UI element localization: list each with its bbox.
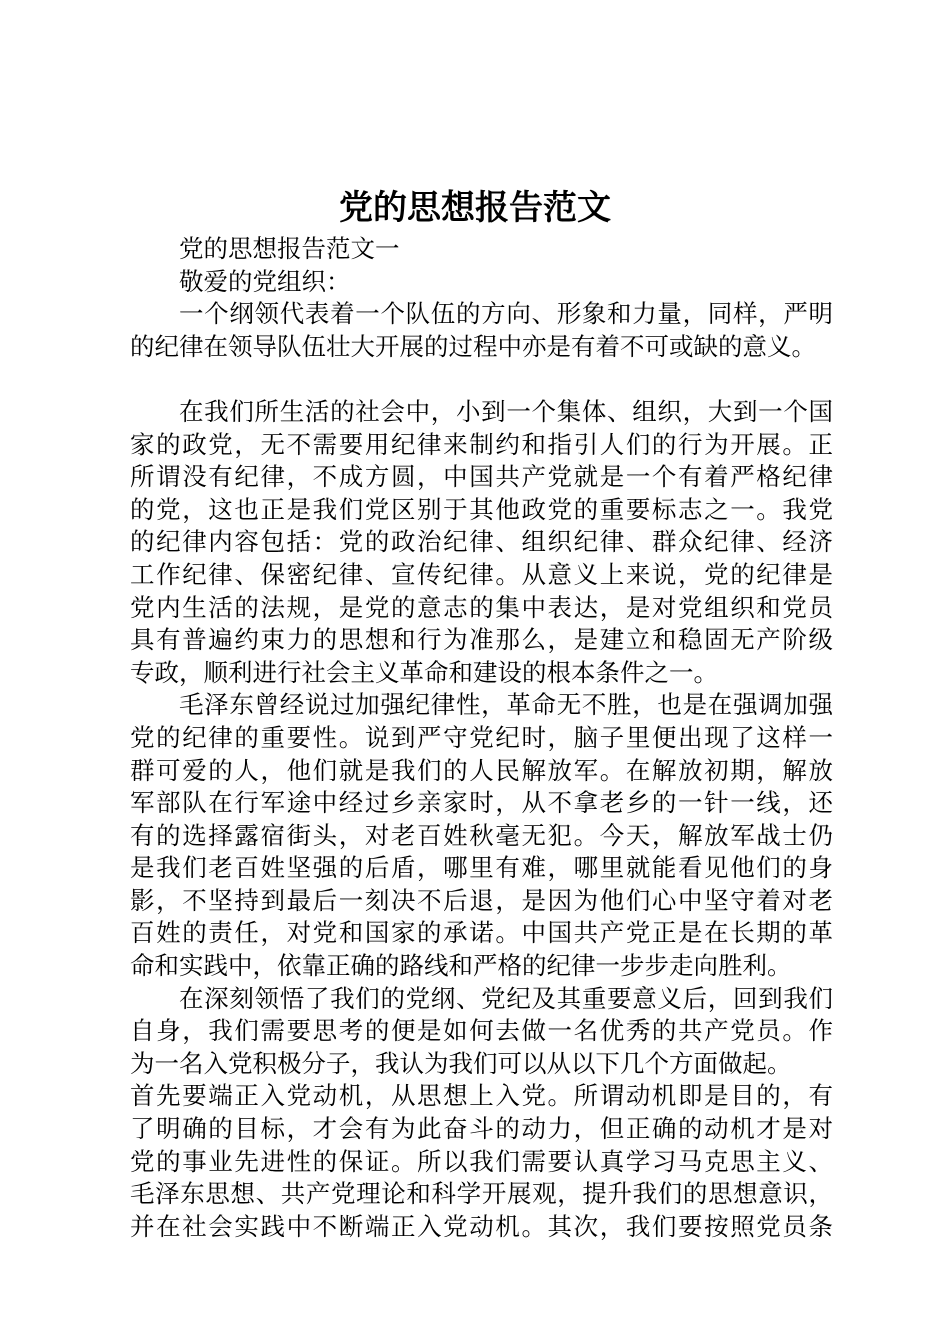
text-line: 命和实践中，依靠正确的路线和严格的纪律一步步走向胜利。 <box>130 951 792 981</box>
salutation: 敬爱的党组织： <box>179 266 351 296</box>
text-line: 有的选择露宿街头，对老百姓秋毫无犯。今天，解放军战士仍 <box>130 820 833 850</box>
text-line: 在深刻领悟了我们的党纲、党纪及其重要意义后，回到我们 <box>179 983 833 1013</box>
text-line: 工作纪律、保密纪律、宣传纪律。从意义上来说，党的纪律是 <box>130 559 833 589</box>
text-line: 党内生活的法规，是党的意志的集中表达，是对党组织和党员 <box>130 592 833 622</box>
text-line: 在我们所生活的社会中，小到一个集体、组织，大到一个国 <box>179 396 833 426</box>
text-line: 并在社会实践中不断端正入党动机。其次，我们要按照党员条 <box>130 1211 833 1241</box>
text-line: 家的政党，无不需要用纪律来制约和指引人们的行为开展。正 <box>130 429 833 459</box>
text-line: 一个纲领代表着一个队伍的方向、形象和力量，同样，严明 <box>179 299 833 329</box>
text-line: 百姓的责任，对党和国家的承诺。中国共产党正是在长期的革 <box>130 918 833 948</box>
text-line: 为一名入党积极分子，我认为我们可以从以下几个方面做起。 <box>130 1048 792 1078</box>
text-line: 党的事业先进性的保证。所以我们需要认真学习马克思主义、 <box>130 1146 833 1176</box>
text-line: 是我们老百姓坚强的后盾，哪里有难，哪里就能看见他们的身 <box>130 853 833 883</box>
text-line: 自身，我们需要思考的便是如何去做一名优秀的共产党员。作 <box>130 1016 833 1046</box>
text-line: 影，不坚持到最后一刻决不后退，是因为他们心中坚守着对老 <box>130 885 833 915</box>
text-line: 所谓没有纪律，不成方圆，中国共产党就是一个有着严格纪律 <box>130 462 833 492</box>
text-line: 群可爱的人，他们就是我们的人民解放军。在解放初期，解放 <box>130 755 833 785</box>
paragraph-gap <box>130 363 833 396</box>
text-line: 毛泽东思想、共产党理论和科学开展观，提升我们的思想意识， <box>130 1179 833 1209</box>
text-line: 的纪律在领导队伍壮大开展的过程中亦是有着不可或缺的意义。 <box>130 331 816 361</box>
text-line: 的党，这也正是我们党区别于其他政党的重要标志之一。我党 <box>130 494 833 524</box>
text-line: 毛泽东曾经说过加强纪律性，革命无不胜，也是在强调加强 <box>179 690 833 720</box>
text-line: 首先要端正入党动机，从思想上入党。所谓动机即是目的，有 <box>130 1081 833 1111</box>
text-line: 党的纪律的重要性。说到严守党纪时，脑子里便出现了这样一 <box>130 722 833 752</box>
document-body <box>130 233 833 1243</box>
text-line: 了明确的目标，才会有为此奋斗的动力，但正确的动机才是对 <box>130 1114 833 1144</box>
text-line: 具有普遍约束力的思想和行为准那么，是建立和稳固无产阶级 <box>130 625 833 655</box>
section-heading: 党的思想报告范文一 <box>179 234 400 263</box>
document-title: 党的思想报告范文 <box>339 188 611 228</box>
text-line: 的纪律内容包括：党的政治纪律、组织纪律、群众纪律、经济 <box>130 527 833 557</box>
text-line: 专政，顺利进行社会主义革命和建设的根本条件之一。 <box>130 657 718 687</box>
text-line: 军部队在行军途中经过乡亲家时，从不拿老乡的一针一线，还 <box>130 788 833 818</box>
